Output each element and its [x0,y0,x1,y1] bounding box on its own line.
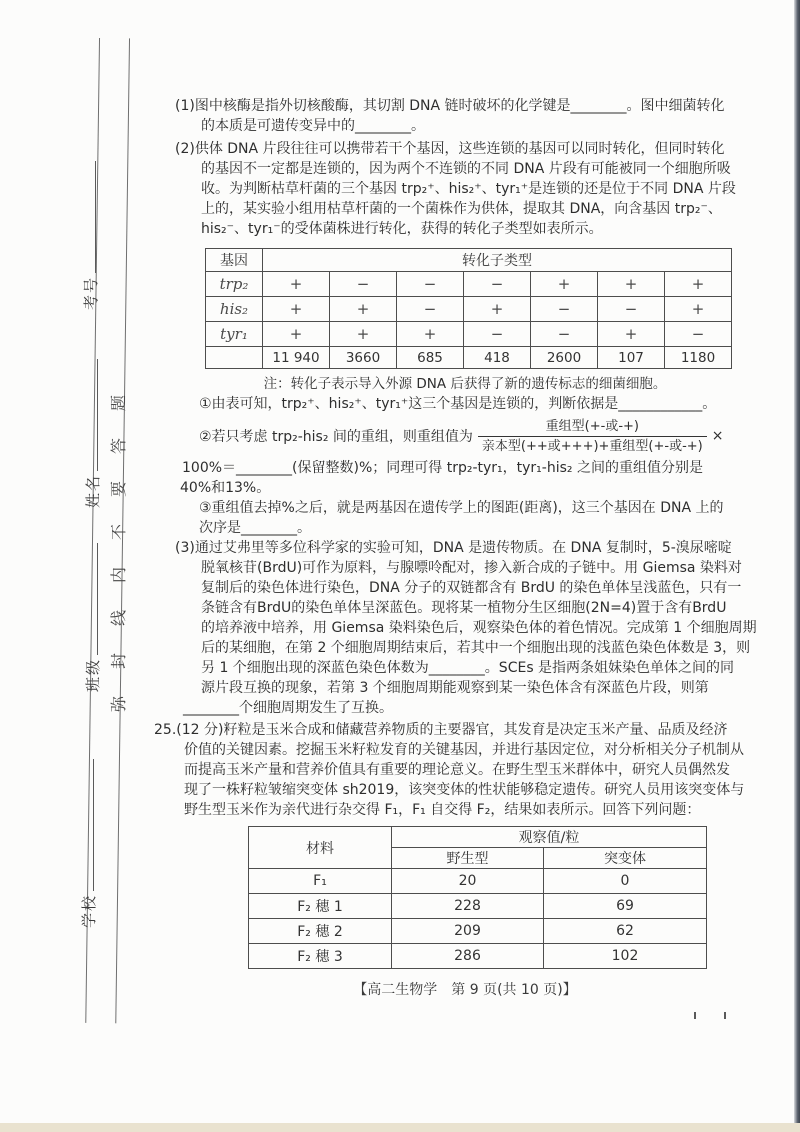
text-line: 野生型玉米作为亲代进行杂交得 F₁，F₁ 自交得 F₂，结果如表所示。回答下列问题： [184,802,701,818]
mutant-count-cell: 62 [544,919,707,944]
registration-mark-2 [724,1012,726,1019]
sign-cell: + [263,297,330,322]
sign-cell: − [397,297,464,322]
text-line: 条链含有BrdU的染色单体呈深蓝色。现将某一植物分生区细胞(2N=4)置于含有BrdU [201,600,727,616]
table-row-f2-ear2 [249,919,707,944]
header-transformant-type: 转化子类型 [263,249,732,272]
text-line: 源片段互换的现象，若第 3 个细胞周期能观察到某一染色体含有深蓝色片段，则第 [201,680,709,696]
sign-cell: + [665,272,732,297]
table-row-his2 [206,297,732,322]
text-line: ________个细胞周期发生了互换。 [183,700,393,716]
gene-label: trp₂ [206,272,263,297]
maize-observation-table [248,826,707,969]
sub-question-1: ①由表可知，trp₂⁺、his₂⁺、tyr₁⁺这三个基因是连锁的，判断依据是____________。 [199,396,717,412]
text-line: 而提高玉米产量和营养价值具有重要的理论意义。在野生型玉米群体中，研究人员偶然发 [184,762,730,778]
mutant-count-cell: 69 [544,894,707,919]
text-line: 的本质是可遗传变异中的________。 [201,118,425,134]
exam-number-label: 考号 [82,275,100,310]
table-row-f2-ear3 [249,944,707,969]
text-line: 现了一株籽粒皱缩突变体 sh2019，该突变体的性状能够稳定遗传。研究人员用该突变体与 [184,782,745,798]
table-header-row [249,827,707,848]
sign-cell: + [330,322,397,347]
sign-cell: + [263,322,330,347]
gene-label: his₂ [206,297,263,322]
school-blank [89,759,94,891]
question-24-part2 [154,139,776,239]
scan-edge-bottom [0,1123,800,1132]
fraction-numerator: 重组型(+-或-+) [545,418,639,434]
sign-cell: + [397,322,464,347]
scan-edge-right [794,0,800,1132]
sign-cell: − [464,322,531,347]
wild-count-cell: 228 [392,894,544,919]
sign-cell: − [397,272,464,297]
table-row-tyr1 [206,322,732,347]
count-cell: 107 [598,347,665,369]
header-gene: 基因 [206,249,263,272]
question-24-part1 [154,96,776,136]
count-cell: 2600 [531,347,598,369]
count-cell: 3660 [330,347,397,369]
text-line: 另 1 个细胞出现的深蓝色染色体数为________。SCEs 是指两条姐妹染色单体之间的同 [201,660,735,676]
text-line: (2)供体 DNA 片段往往可以携带若干个基因，这些连锁的基因可以同时转化，但同时转化 [175,141,725,157]
exam-number-blank [91,161,96,273]
school-field [78,759,99,928]
exam-number-field [80,161,101,310]
count-cell: 685 [397,347,464,369]
header-observed: 观察值/粒 [392,827,707,848]
text-line: ③重组值去掉%之后，就是两基因在遗传学上的图距(距离)，这三个基因在 DNA 上的 [199,500,724,516]
empty-cell [206,347,263,369]
exam-content [154,96,776,999]
text-line: his₂⁻、tyr₁⁻的受体菌株进行转化，获得的转化子类型如表所示。 [201,221,603,237]
text-line: 脱氧核苷(BrdU)可作为原料，与腺嘌呤配对，掺入新合成的子链中。用 Giemsa 染料对 [201,560,742,576]
question-24-part3 [154,538,776,718]
mutant-count-cell: 0 [544,869,707,894]
seal-text: 弥封线内不要答题 [109,367,128,712]
table-header-row [206,249,732,272]
wild-count-cell: 286 [392,944,544,969]
text-line: (1)图中核酶是指外切核酸酶，其切割 DNA 链时破坏的化学键是________。图中细菌转化 [175,98,725,114]
count-cell: 1180 [665,347,732,369]
table-row-counts [206,347,732,369]
fraction-denominator: 亲本型(++或+++)+重组型(+-或-+) [478,436,707,455]
sign-cell: + [330,297,397,322]
sub-question-3 [154,498,776,538]
sign-cell: − [531,322,598,347]
footer-page-number: 【高二生物学 第 9 页(共 10 页)】 [353,982,577,998]
registration-mark-1 [694,1012,696,1019]
table-note: 注：转化子表示导入外源 DNA 后获得了新的遗传标志的细菌细胞。 [263,376,667,392]
text-line: 的基因不一定都是连锁的，因为两个不连锁的不同 DNA 片段有可能被同一个细胞所吸 [201,161,731,177]
student-name-blank [93,359,98,471]
sub-question-2-line2: 100%＝________(保留整数)%；同理可得 trp₂-tyr₁，tyr₁-his₂ 之间的重组值分别是 [182,460,703,476]
text-line: 次序是________。 [199,520,311,536]
sign-cell: + [598,322,665,347]
school-label: 学校 [80,893,98,928]
transformant-table [205,248,732,369]
sign-cell: + [531,272,598,297]
table-row-f2-ear1 [249,894,707,919]
student-name-label: 姓名 [84,473,102,508]
class-blank [93,543,98,655]
text-line: 的培养液中培养，用 Giemsa 染料染色后，观察染色体的着色情况。完成第 1 个细胞周期 [201,620,757,636]
student-name-field [82,359,103,508]
sign-cell: + [665,297,732,322]
material-cell: F₂ 穗 2 [249,919,392,944]
gene-label: tyr₁ [206,322,263,347]
material-cell: F₁ [249,869,392,894]
text-line: (3)通过艾弗里等多位科学家的实验可知，DNA 是遗传物质。在 DNA 复制时，5-溴尿嘧啶 [175,540,732,556]
text-line: 价值的关键因素。挖掘玉米籽粒发育的关键基因，并进行基因定位，对分析相关分子机制从 [184,742,744,758]
text-line: 上的，某实验小组用枯草杆菌的一个菌株作为供体，提取其 DNA，向含基因 trp₂⁻、 [201,201,722,217]
text-line: 复制后的染色体进行染色，DNA 分子的双链都含有 BrdU 的染色单体呈浅蓝色，只有一 [201,580,742,596]
sign-cell: + [464,297,531,322]
formula-prefix: ②若只考虑 trp₂-his₂ 间的重组，则重组值为 [199,429,473,445]
class-field [82,543,103,692]
sign-cell: − [665,322,732,347]
text-line: 25.(12 分)籽粒是玉米合成和储藏营养物质的主要器官，其发育是决定玉米产量、品质及经济 [154,722,728,738]
material-cell: F₂ 穗 3 [249,944,392,969]
sub-question-2-formula [199,414,776,458]
mutant-count-cell: 102 [544,944,707,969]
sign-cell: − [464,272,531,297]
count-cell: 418 [464,347,531,369]
wild-count-cell: 20 [392,869,544,894]
material-cell: F₂ 穗 1 [249,894,392,919]
sign-cell: − [598,297,665,322]
multiply-sign: × [711,428,724,444]
table-row-f1 [249,869,707,894]
header-material: 材料 [249,827,392,869]
sign-cell: + [263,272,330,297]
sign-cell: − [330,272,397,297]
header-mutant: 突变体 [544,848,707,869]
recombination-fraction [478,418,707,455]
sign-cell: − [531,297,598,322]
class-label: 班级 [84,657,102,692]
text-line: 后的某细胞，在第 2 个细胞周期结束后，若其中一个细胞出现的浅蓝色染色体数是 3，则 [201,640,751,656]
count-cell: 11 940 [263,347,330,369]
header-wildtype: 野生型 [392,848,544,869]
question-25 [154,720,776,820]
table-row-trp2 [206,272,732,297]
sub-question-2-line3: 40%和13%。 [180,480,271,496]
wild-count-cell: 209 [392,919,544,944]
text-line: 收。为判断枯草杆菌的三个基因 trp₂⁺、his₂⁺、tyr₁⁺是连锁的还是位于不同 DNA 片段 [201,181,736,197]
sign-cell: + [598,272,665,297]
